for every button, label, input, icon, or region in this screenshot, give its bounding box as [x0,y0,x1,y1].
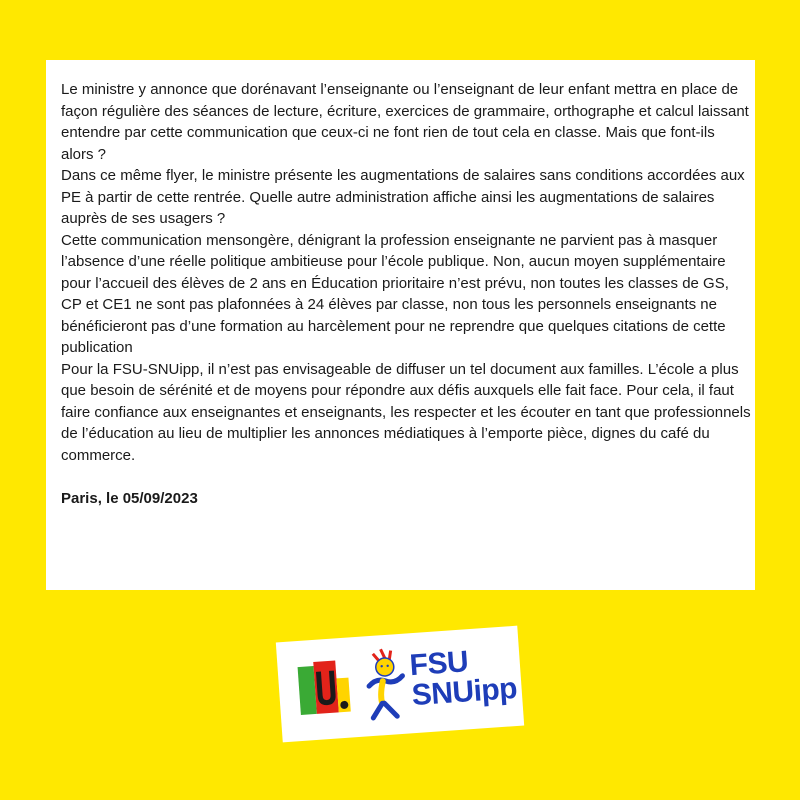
paragraph-1: Le ministre y annonce que dorénavant l’enseignante ou l’enseignant de leur enfant mettra en place de façon régulière des séances de lecture, écriture, exercices de grammaire, orthographe et calcul laissant entendre par cette communication que ceux-ci ne font rien de tout cela en classe. Mais que font-ils alors ? [61,81,749,163]
logo-line-snuipp: SNUipp [410,671,519,713]
statement-body [61,79,751,466]
fsu-u-icon [295,657,355,721]
logo-wordmark [409,644,518,711]
statement-card [46,60,755,590]
snuipp-child-icon [358,645,413,726]
fsu-snuipp-logo [276,626,524,743]
signature-date: Paris, le 05/09/2023 [61,490,198,507]
paragraph-3: Cette communication mensongère, dénigrant la profession enseignante ne parvient pas à masquer l’absence d’une réelle politique ambitieuse pour l’école publique. Non, aucun moyen supplémentaire pour l’accueil des élèves de 2 ans en Éducation prioritaire n’est prévu, non toutes les classes de GS, CP et CE1 ne sont pas plafonnées à 24 élèves par classe, non tous les personnels enseignants ne bénéficieront pas d’une formation au harcèlement pour ne reprendre que quelques citations de cette publication [61,231,729,356]
paragraph-4: Pour la FSU-SNUipp, il n’est pas envisageable de diffuser un tel document aux familles. L’école a plus que besoin de sérénité et de moyens pour répondre aux défis auxquels elle fait face. Pour cela, il faut faire confiance aux enseignantes et enseignants, les respecter et les écouter en tant que professionnels de l’éducation au lieu de multiplier les annonces médiatiques à l’emporte pièce, dignes du café du commerce. [61,360,751,464]
paragraph-2: Dans ce même flyer, le ministre présente les augmentations de salaires sans conditions accordées aux PE à partir de cette rentrée. Quelle autre administration affiche ainsi les augmentations de salaires auprès de ses usagers ? [61,167,745,227]
logo-line-fsu: FSU [408,645,470,683]
